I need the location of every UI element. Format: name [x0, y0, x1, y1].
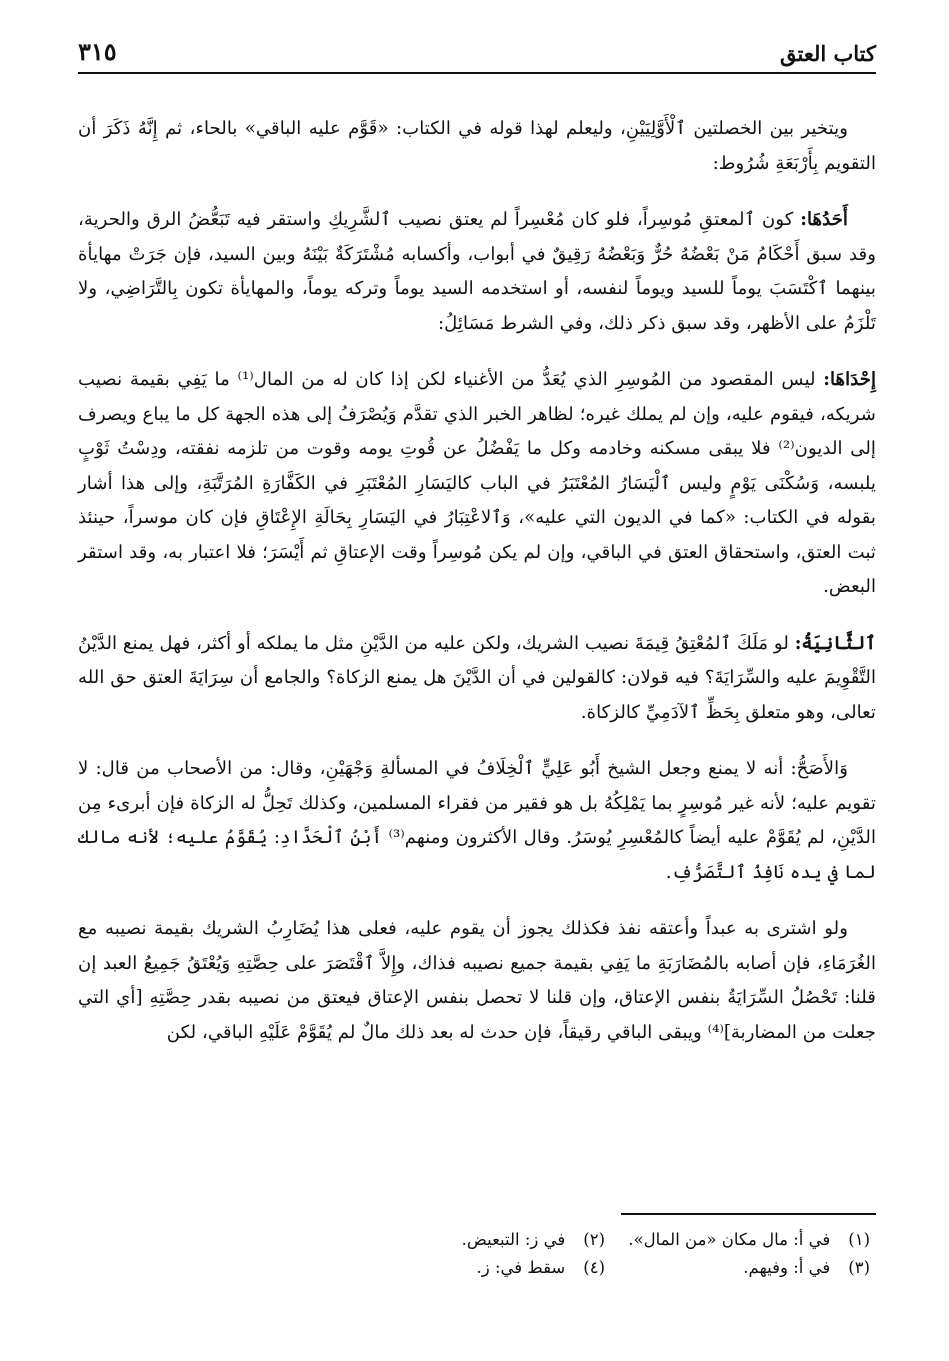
paragraph-issue-two: [78, 627, 876, 731]
footnote-divider: [621, 1213, 876, 1215]
paragraph-issue-one: [78, 363, 876, 605]
paragraph-text: ويتخير بين الخصلتين ٱلْأَوَّلِيَيْنِ، وليعلم لهذا قوله في الكتاب: «قَوَّم عليه الباقي» بالحاء، ثم إِنَّهُ ذَكَرَ أن التقويم بِأَرْبَعَةِ شُرُوط:: [78, 118, 876, 174]
paragraph-text: ليس المقصود من المُوسِرِ الذي يُعَدُّ من الأغنياء لكن إذا كان له من المال⁽¹⁾ ما يَفِي بقيمة نصيب شريكه، فيقوم عليه، وإن لم يملك غيره؛ لظاهر الخبر الذي تقدَّم وَيُصْرَفُ إلى هذه الجهة كل ما يباع ويصرف إلى الديون⁽²⁾ فلا يبقى مسكنه وخادمه وكل ما يَفْضُلُ عن قُوتِ يومه وقوت من تلزمه نفقته، ودِسْتُ ثَوْبٍ يلبسه، وَسُكْنَى يَوْمٍ وليس ٱلْيَسَارُ المُعْتَبَرُ في الباب كاليَسَارِ المُعْتَبَرِ في الكَفَّارَةِ المُرَتَّبَةِ، وإلى هذا أشار بقوله في الكتاب: «كما في الديون التي عليه»، وَٱلاعْتِبَارُ في اليَسَارِ بِحَالَةِ الإِعْتَاقِ فإن كان موسراً، حينئذ ثبت العتق، واستحقاق العتق في الباقي، وإن لم يكن مُوسِراً وقت الإعتاقِ ثم أَيْسَرَ؛ فلا اعتبار به، وقد استقر البعض.: [78, 369, 876, 597]
footnote-1: [605, 1227, 870, 1253]
footnote-number: (٤): [583, 1258, 605, 1277]
footnote-number: (٢): [583, 1230, 605, 1249]
footnote-text: في أ: وفيهم.: [743, 1258, 831, 1277]
paragraph-lead: ٱلثَّانِيَةُ:: [794, 632, 876, 654]
footnote-text: سقط في: ز.: [476, 1258, 566, 1277]
paragraph-condition-one: [78, 203, 876, 341]
book-title: كتاب العتق: [779, 41, 876, 66]
paragraph-text: ولو اشترى به عبداً وأعتقه نفذ فكذلك يجوز أن يقوم عليه، فعلى هذا يُضَارِبُ الشريك بقيمة نصيبه مع الغُرَمَاءِ، فإن أصابه بالمُضَارَبَةِ ما يَفِي بقيمة جميع نصيبه فذاك، وإِلاَّ ٱقْتَصَرَ على حِصَّتِهِ وَيُعْتَقُ جَمِيعُ العبد إن قلنا: تَحْصُلُ السِّرَايَةُ بنفس الإعتاق، وإن قلنا لا تحصل بنفس الإعتاق فيعتق من نصيبه بقدر حِصَّتِهِ [أي التي جعلت من المضاربة]⁽⁴⁾ ويبقى الباقي رقيقاً، فإن حدث له بعد ذلك مالٌ لم يُقَوَّمْ عَلَيْهِ الباقي، لكن: [78, 918, 876, 1043]
paragraph-purchase: [78, 912, 876, 1050]
footnote-number: (١): [848, 1230, 870, 1249]
paragraph-text: وَالأَصَحُّ: أنه لا يمنع وجعل الشيخ أَبُو عَلِيٍّ ٱلْخِلَافُ في المسألةِ وَجْهَيْنِ، وقال: من الأصحاب من قال: لا تقويم عليه؛ لأنه غير مُوسِرٍ بما يَمْلِكُهُ بل هو فقير من فقراء المسلمين، وكذلك تَحِلُّ له الزكاة فإن أبرىء مِن الدَّيْنِ، لم يُقَوَّمْ عليه أيضاً كالمُعْسِرِ يُوسَرُ. وقال الأكثرون ومنهم⁽³⁾ أَبْنُ ٱلْحَدَّادِ: يُقَوَّمُ عليه؛ لأنه مالك لما في يده نَافِذُ ٱلتَّصَرُّفِ.: [78, 758, 876, 883]
footnote-2: [275, 1227, 605, 1253]
paragraph-text: لو مَلَكَ ٱلمُعْتِقُ قِيمَةَ نصيب الشريك، ولكن عليه من الدَّيْنِ مثل ما يملكه أو أكثر، فهل يمنع الدَّيْنُ التَّقْوِيمَ عليه والسِّرَايَةَ؟ فيه قولان: كالقولين في أن الدَّيْنَ هل يمنع الزكاة؟ والجامع أن سِرَايَةَ العتق حق الله تعالى، وهو متعلق بِحَظِّ ٱلآدَمِيِّ كالزكاة.: [78, 632, 876, 723]
footnote-number: (٣): [848, 1258, 870, 1277]
footnote-list: [78, 1227, 876, 1281]
footnotes: [78, 1213, 876, 1281]
paragraph-text: كون ٱلمعتقِ مُوسِراً، فلو كان مُعْسِراً لم يعتق نصيب ٱلشَّرِيكِ واستقر فيه تَبَعُّضُ الرق والحرية، وقد سبق أَحْكَامُ مَنْ بَعْضُهُ حُرٌّ وَبَعْضُهُ رَقِيقٌ في أبواب، وأكسابه مُشْتَرَكَةٌ بَيْنَهُ وبين السيد، فإن جَرَتْ مهايأة بينهما ٱكْتَسَبَ يوماً للسيد ويوماً لنفسه، أو استخدمه السيد يوماً وتركه يوماً، والمهايأة تكون بِالتَّرَاضِي، ولا تَلْزَمُ على الأظهر، وقد سبق ذكر ذلك، وفي الشرط مَسَائِلُ:: [78, 209, 876, 334]
paragraph-preferred-view: [78, 752, 876, 890]
paragraph-lead: أَحَدُهَا:: [800, 209, 848, 230]
running-header: [78, 26, 876, 74]
footnote-3: [605, 1255, 870, 1281]
book-page: [78, 26, 876, 1277]
page-number: ٣١٥: [78, 37, 117, 66]
main-text: [78, 112, 876, 1050]
footnote-4: [275, 1255, 605, 1281]
footnote-text: في أ: مال مكان «من المال».: [628, 1230, 831, 1249]
paragraph-lead: إِحْدَاهَا:: [823, 369, 876, 390]
paragraph-intro: [78, 112, 876, 181]
footnote-text: في ز: التبعيض.: [461, 1230, 566, 1249]
